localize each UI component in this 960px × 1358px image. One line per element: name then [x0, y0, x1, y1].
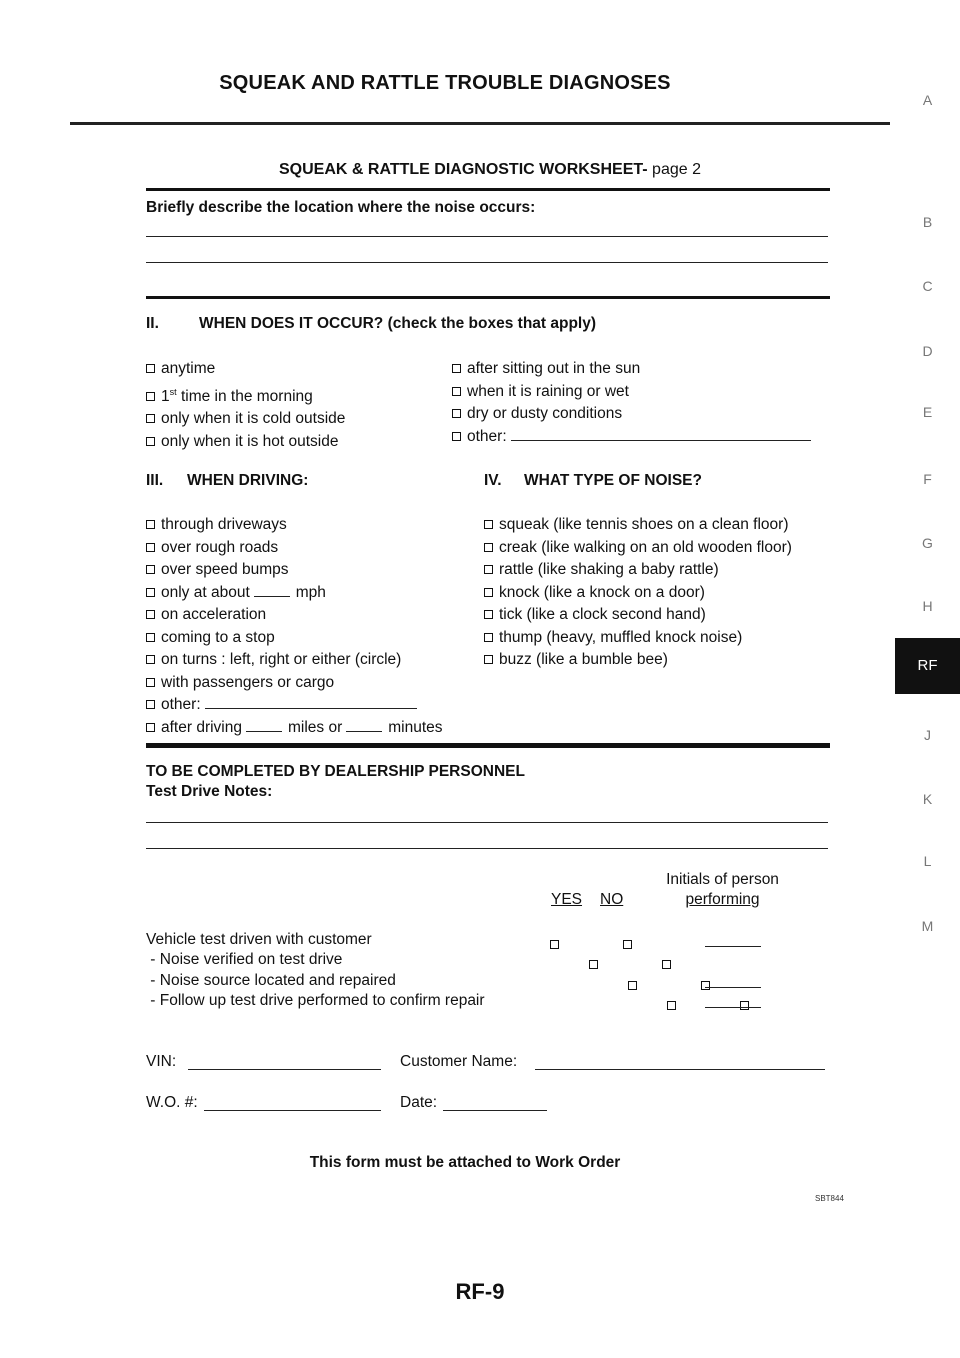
checkbox[interactable] [146, 655, 155, 664]
notes-line-2[interactable] [146, 848, 828, 849]
tab-c[interactable]: C [922, 278, 933, 294]
checkbox[interactable] [484, 543, 493, 552]
checkbox[interactable] [146, 700, 155, 709]
location-prompt: Briefly describe the location where the noise occurs: [146, 199, 536, 216]
option-first-time-morning[interactable]: 1st time in the morning [146, 381, 345, 409]
yes-checkbox-2[interactable] [589, 960, 598, 969]
section4-title: WHAT TYPE OF NOISE? [524, 472, 702, 489]
driving-acceleration[interactable]: on acceleration [146, 604, 443, 627]
driving-turns[interactable]: on turns : left, right or either (circle) [146, 649, 443, 672]
miles-blank[interactable] [246, 730, 282, 732]
tab-a[interactable]: A [922, 92, 933, 108]
option-cold-outside[interactable]: only when it is cold outside [146, 408, 345, 431]
noise-tick[interactable]: tick (like a clock second hand) [484, 604, 792, 627]
section2-title: WHEN DOES IT OCCUR? (check the boxes that apply) [199, 315, 597, 332]
noise-rattle[interactable]: rattle (like shaking a baby rattle) [484, 559, 792, 582]
customer-name-label: Customer Name: [400, 1053, 518, 1070]
section-rule [146, 296, 830, 299]
customer-name-field[interactable] [535, 1069, 825, 1070]
checkbox[interactable] [146, 633, 155, 642]
checkbox[interactable] [146, 723, 155, 732]
row-noise-verified: - Noise verified on test drive [146, 951, 343, 968]
checkbox[interactable] [452, 409, 461, 418]
checkbox[interactable] [146, 364, 155, 373]
tab-h[interactable]: H [922, 598, 933, 614]
worksheet-title [0, 161, 960, 179]
checkbox[interactable] [146, 543, 155, 552]
noise-thump[interactable]: thump (heavy, muffled knock noise) [484, 627, 792, 650]
figure-code: SBT844 [815, 1194, 844, 1203]
option-hot-outside[interactable]: only when it is hot outside [146, 431, 345, 454]
page-number: RF-9 [455, 1279, 505, 1304]
no-checkbox-2[interactable] [662, 960, 671, 969]
noise-squeak[interactable]: squeak (like tennis shoes on a clean floor) [484, 514, 792, 537]
title-rule [146, 188, 830, 191]
checkbox[interactable] [146, 392, 155, 401]
worksheet-title-main: SQUEAK & RATTLE DIAGNOSTIC WORKSHEET- [279, 161, 648, 178]
driving-rough-roads[interactable]: over rough roads [146, 537, 443, 560]
yes-checkbox-4[interactable] [667, 1001, 676, 1010]
checkbox[interactable] [146, 437, 155, 446]
option-other-occur[interactable]: other: [452, 426, 811, 449]
date-field[interactable] [443, 1110, 547, 1111]
option-anytime[interactable]: anytime [146, 358, 345, 381]
option-sun[interactable]: after sitting out in the sun [452, 358, 811, 381]
wo-label: W.O. #: [146, 1094, 198, 1111]
page-header-title: SQUEAK AND RATTLE TROUBLE DIAGNOSES [219, 72, 671, 94]
initials-blank-3[interactable] [705, 987, 761, 988]
tab-l[interactable]: L [923, 853, 932, 869]
mph-blank[interactable] [254, 595, 290, 597]
tab-rf-active[interactable]: RF [895, 638, 960, 694]
minutes-blank[interactable] [346, 730, 382, 732]
section4-list [484, 514, 792, 672]
date-label: Date: [400, 1094, 438, 1111]
other-blank[interactable] [511, 439, 811, 441]
tab-d[interactable]: D [922, 343, 933, 359]
dealer-rule [146, 743, 830, 748]
yes-header: YES [551, 891, 583, 908]
row-follow-up: - Follow up test drive performed to confirm repair [146, 992, 485, 1009]
checkbox[interactable] [146, 414, 155, 423]
initials-blank-1[interactable] [705, 946, 761, 947]
option-dusty[interactable]: dry or dusty conditions [452, 403, 811, 426]
driving-other[interactable]: other: [146, 694, 443, 717]
test-drive-notes-label: Test Drive Notes: [146, 783, 273, 800]
checkbox[interactable] [146, 565, 155, 574]
tab-b[interactable]: B [922, 214, 933, 230]
checkbox[interactable] [484, 655, 493, 664]
checkbox[interactable] [452, 432, 461, 441]
checkbox[interactable] [146, 588, 155, 597]
checkbox[interactable] [452, 364, 461, 373]
driving-speed-bumps[interactable]: over speed bumps [146, 559, 443, 582]
checkbox[interactable] [146, 520, 155, 529]
option-raining[interactable]: when it is raining or wet [452, 381, 811, 404]
notes-line-1[interactable] [146, 822, 828, 823]
section4-number: IV. [484, 472, 502, 489]
tab-k[interactable]: K [922, 791, 933, 807]
checkbox[interactable] [484, 633, 493, 642]
no-checkbox-4[interactable] [740, 1001, 749, 1010]
no-header: NO [600, 891, 624, 908]
header-rule [70, 122, 890, 125]
driving-other-blank[interactable] [205, 707, 417, 709]
footer-note: This form must be attached to Work Order [309, 1154, 621, 1171]
section3-number: III. [146, 472, 164, 489]
initials-header-1: Initials of person [666, 871, 779, 888]
worksheet-title-page: page 2 [647, 161, 701, 178]
row-source-repaired: - Noise source located and repaired [146, 972, 396, 989]
driving-driveways[interactable]: through driveways [146, 514, 443, 537]
yes-checkbox-1[interactable] [550, 940, 559, 949]
checkbox[interactable] [484, 520, 493, 529]
checkbox[interactable] [452, 387, 461, 396]
no-checkbox-3[interactable] [701, 981, 710, 990]
tab-j[interactable]: J [924, 727, 931, 743]
tab-g[interactable]: G [922, 535, 933, 551]
checkbox[interactable] [146, 678, 155, 687]
tab-f[interactable]: F [923, 471, 932, 487]
checkbox[interactable] [146, 610, 155, 619]
noise-buzz[interactable]: buzz (like a bumble bee) [484, 649, 792, 672]
driving-after[interactable]: after driving miles or minutes [146, 717, 443, 740]
section2-number: II. [146, 315, 159, 332]
dealer-title: TO BE COMPLETED BY DEALERSHIP PERSONNEL [146, 763, 525, 780]
checkbox[interactable] [484, 610, 493, 619]
driving-stop[interactable]: coming to a stop [146, 627, 443, 650]
section2-left-list [146, 358, 345, 453]
checkbox[interactable] [484, 565, 493, 574]
location-line-1[interactable] [146, 236, 828, 237]
yes-checkbox-3[interactable] [628, 981, 637, 990]
no-checkbox-1[interactable] [623, 940, 632, 949]
vin-field[interactable] [188, 1069, 381, 1070]
noise-knock[interactable]: knock (like a knock on a door) [484, 582, 792, 605]
tab-m[interactable]: M [921, 918, 934, 934]
row-test-driven: Vehicle test driven with customer [146, 931, 372, 948]
vin-label: VIN: [146, 1053, 177, 1070]
tab-e[interactable]: E [922, 404, 933, 420]
checkbox[interactable] [484, 588, 493, 597]
driving-speed-mph[interactable]: only at about mph [146, 582, 443, 605]
section3-title: WHEN DRIVING: [187, 472, 309, 489]
initials-header-2: performing [685, 891, 760, 908]
section2-right-list [452, 358, 811, 448]
noise-creak[interactable]: creak (like walking on an old wooden floor) [484, 537, 792, 560]
initials-blank-4[interactable] [705, 1007, 761, 1008]
driving-passengers[interactable]: with passengers or cargo [146, 672, 443, 695]
wo-field[interactable] [204, 1110, 381, 1111]
section3-list [146, 514, 443, 739]
location-line-2[interactable] [146, 262, 828, 263]
